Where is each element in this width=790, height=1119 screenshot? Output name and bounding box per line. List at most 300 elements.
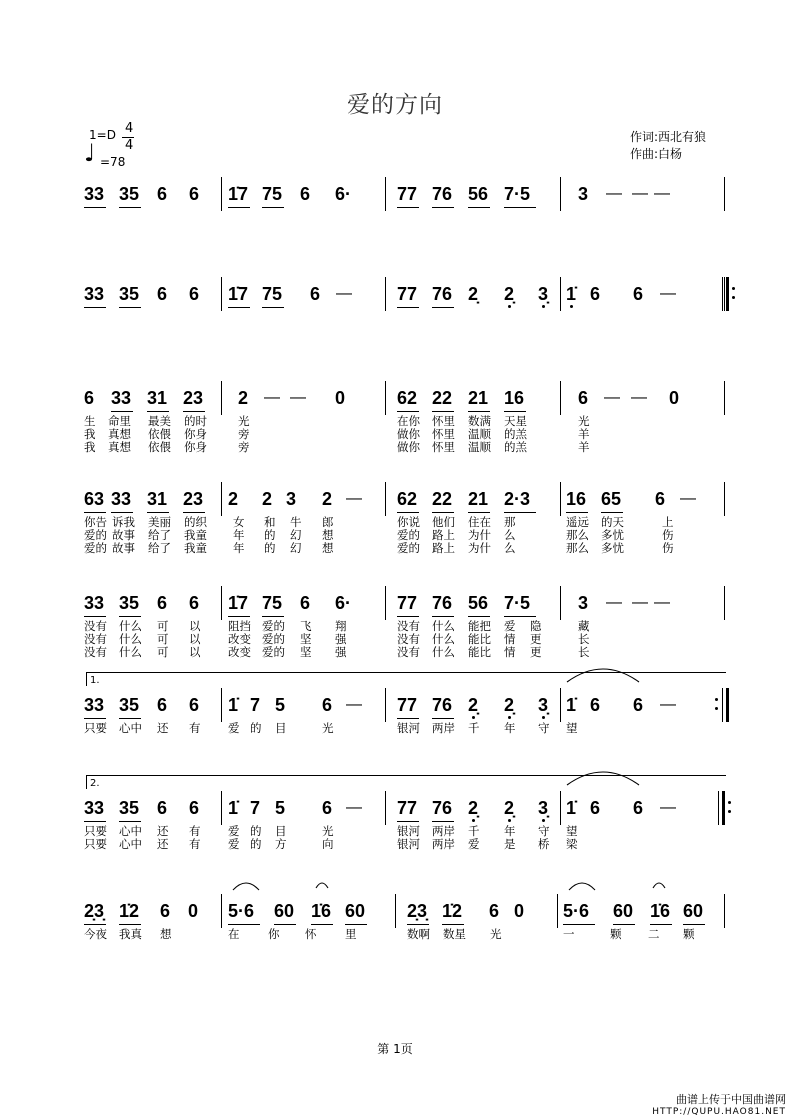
- beam-underline: [119, 924, 141, 925]
- lyric-syllable: 光: [322, 824, 334, 838]
- lyric-syllable: 为什: [468, 528, 491, 542]
- note: 6: [157, 798, 168, 818]
- note: 33: [84, 798, 105, 818]
- bar-line: [221, 381, 222, 415]
- lyric-syllable: 女: [233, 515, 245, 529]
- beam-underline: [407, 924, 429, 925]
- beam-underline: [432, 821, 454, 822]
- note: 33: [111, 388, 132, 408]
- lyric-syllable: 想: [322, 528, 334, 542]
- beam-underline: [432, 207, 454, 208]
- repeat-dot: [728, 810, 731, 813]
- lyric-syllable: 没有: [84, 645, 107, 659]
- note: 7·5: [504, 593, 531, 613]
- lower-octave-dot: [542, 716, 545, 719]
- note: 2̣: [468, 798, 479, 818]
- note: 6: [578, 388, 589, 408]
- lyric-syllable: 桥: [538, 837, 550, 851]
- note: 23: [183, 489, 204, 509]
- note: 76: [432, 184, 453, 204]
- bar-line: [385, 688, 386, 722]
- note: 6: [322, 798, 333, 818]
- beam-underline: [119, 718, 141, 719]
- note: 31: [147, 388, 168, 408]
- time-signature-top: 4: [125, 121, 134, 136]
- note: 16: [566, 489, 587, 509]
- lyric-syllable: 一: [563, 927, 575, 941]
- note: 33: [84, 695, 105, 715]
- lyric-syllable: 天星: [504, 414, 527, 428]
- note: 3̣: [538, 284, 549, 304]
- note: 33: [111, 489, 132, 509]
- note: 22: [432, 489, 453, 509]
- note: 65: [601, 489, 622, 509]
- beam-underline: [397, 616, 419, 617]
- lyric-syllable: 可: [157, 645, 169, 659]
- lyric-syllable: 我童: [184, 541, 207, 555]
- lyric-syllable: 爱: [504, 619, 516, 633]
- lyric-syllable: 怀里: [432, 427, 455, 441]
- bar-line: [557, 894, 558, 928]
- beam-underline: [119, 616, 141, 617]
- repeat-bar-thin: [722, 688, 723, 722]
- lyric-syllable: 数星: [443, 927, 466, 941]
- lyric-syllable: 数啊: [407, 927, 430, 941]
- beam-underline: [397, 411, 419, 412]
- bar-line: [724, 482, 725, 516]
- note: 0: [669, 388, 680, 408]
- volta-line-start: [86, 672, 87, 686]
- lyric-syllable: 旁: [238, 427, 250, 441]
- lower-octave-dot: [508, 819, 511, 822]
- note: 1̇6: [650, 901, 671, 921]
- lyric-syllable: 路上: [432, 541, 455, 555]
- note: 2̣: [504, 695, 515, 715]
- lyric-syllable: 你告: [84, 515, 107, 529]
- beam-underline: [397, 821, 419, 822]
- lyric-syllable: 你说: [397, 515, 420, 529]
- bar-line: [724, 381, 725, 415]
- note: 3: [286, 489, 297, 509]
- lyric-syllable: 守: [538, 721, 550, 735]
- lyric-syllable: 幻: [290, 528, 302, 542]
- beam-underline: [84, 718, 106, 719]
- note: 6: [160, 901, 171, 921]
- lyric-syllable: 数满: [468, 414, 491, 428]
- lyric-syllable: 光: [578, 414, 590, 428]
- lyric-syllable: 还: [157, 721, 169, 735]
- lyric-syllable: 温顺: [468, 427, 491, 441]
- lyric-syllable: 以: [189, 632, 201, 646]
- lyric-syllable: 没有: [397, 619, 420, 633]
- note: 1̇: [228, 798, 239, 818]
- bar-line: [560, 791, 561, 825]
- lyric-syllable: 羊: [578, 427, 590, 441]
- lyric-syllable: 你身: [184, 427, 207, 441]
- beam-underline: [397, 512, 419, 513]
- lyric-syllable: 两岸: [432, 824, 455, 838]
- lyric-syllable: 改变: [228, 632, 251, 646]
- lyric-syllable: 里: [345, 927, 357, 941]
- lyric-syllable: 上: [662, 515, 674, 529]
- lyric-syllable: 多忧: [601, 528, 624, 542]
- note: 6: [157, 184, 168, 204]
- note: 60: [274, 901, 295, 921]
- note: 6: [655, 489, 666, 509]
- bar-line: [724, 277, 725, 311]
- lyric-syllable: 目: [275, 721, 287, 735]
- lyric-syllable: 可: [157, 619, 169, 633]
- lyric-syllable: 怀: [305, 927, 317, 941]
- note: 2: [322, 489, 333, 509]
- lyric-syllable: 爱的: [262, 619, 285, 633]
- note: 6: [489, 901, 500, 921]
- lyric-syllable: 的: [250, 837, 262, 851]
- note: 5: [275, 798, 286, 818]
- beam-underline: [228, 616, 250, 617]
- beam-underline: [183, 411, 205, 412]
- note: 1̇7: [228, 284, 249, 304]
- bar-line: [560, 177, 561, 211]
- dash-note: —: [264, 389, 280, 406]
- note: 63: [84, 489, 105, 509]
- repeat-bar-thick: [726, 277, 729, 311]
- note: 35: [119, 798, 140, 818]
- beam-underline: [683, 924, 705, 925]
- beam-underline: [397, 207, 419, 208]
- lyric-syllable: 诉我: [112, 515, 135, 529]
- lyric-syllable: 爱的: [84, 528, 107, 542]
- note: 33: [84, 184, 105, 204]
- lyric-syllable: 只要: [84, 837, 107, 851]
- lyric-syllable: 真想: [108, 440, 131, 454]
- lyric-syllable: 为什: [468, 541, 491, 555]
- lyric-syllable: 给了: [148, 528, 171, 542]
- lyric-syllable: 的: [264, 541, 276, 555]
- lyric-syllable: 多忧: [601, 541, 624, 555]
- note: 6: [300, 593, 311, 613]
- beam-underline: [262, 207, 284, 208]
- beam-underline: [601, 512, 623, 513]
- beam-underline: [504, 616, 536, 617]
- watermark-text: 曲谱上传于中国曲谱网: [676, 1093, 786, 1106]
- lyric-syllable: 爱的: [397, 541, 420, 555]
- slur-arc: [232, 882, 260, 892]
- note: 56: [468, 593, 489, 613]
- beam-underline: [111, 512, 133, 513]
- note: 2: [238, 388, 249, 408]
- lyric-syllable: 藏: [578, 619, 590, 633]
- note: 75: [262, 593, 283, 613]
- beam-underline: [262, 616, 284, 617]
- note: 76: [432, 593, 453, 613]
- lyric-syllable: 还: [157, 824, 169, 838]
- lyric-syllable: 我: [84, 427, 96, 441]
- repeat-bar-thick: [722, 791, 725, 825]
- bar-line: [560, 586, 561, 620]
- lyric-syllable: 还: [157, 837, 169, 851]
- beam-underline: [504, 512, 536, 513]
- note: 6: [189, 798, 200, 818]
- note: 76: [432, 284, 453, 304]
- bar-line: [221, 586, 222, 620]
- lyric-syllable: 你: [268, 927, 280, 941]
- lyric-syllable: 路上: [432, 528, 455, 542]
- note: 76: [432, 798, 453, 818]
- note: 6: [189, 593, 200, 613]
- note: 3: [578, 184, 589, 204]
- note: 2̣: [504, 798, 515, 818]
- lyric-syllable: 心中: [119, 824, 142, 838]
- lyric-syllable: 伤: [662, 541, 674, 555]
- lyric-syllable: 那么: [566, 541, 589, 555]
- lower-octave-dot: [508, 716, 511, 719]
- beam-underline: [262, 307, 284, 308]
- bar-line: [724, 586, 725, 620]
- beam-underline: [228, 207, 250, 208]
- dash-note: —: [654, 594, 670, 611]
- note: 7: [250, 798, 261, 818]
- beam-underline: [84, 821, 106, 822]
- lyric-syllable: 银河: [397, 837, 420, 851]
- lyric-syllable: 什么: [432, 645, 455, 659]
- lyric-syllable: 么: [504, 541, 516, 555]
- slur-arc: [566, 668, 640, 684]
- beam-underline: [468, 207, 490, 208]
- lyric-syllable: 坚: [300, 645, 312, 659]
- lyric-syllable: 你身: [184, 440, 207, 454]
- lyric-syllable: 他们: [432, 515, 455, 529]
- dash-note: —: [606, 185, 622, 202]
- time-signature-bottom: 4: [125, 138, 134, 153]
- quarter-note-icon: ♩: [84, 139, 96, 167]
- note: 6: [84, 388, 95, 408]
- dash-note: —: [604, 389, 620, 406]
- dash-note: —: [631, 389, 647, 406]
- note: 31: [147, 489, 168, 509]
- beam-underline: [432, 512, 454, 513]
- lower-octave-dot: [508, 305, 511, 308]
- note: 2̣: [468, 284, 479, 304]
- lyric-syllable: 年: [233, 528, 245, 542]
- lyric-syllable: 能比: [468, 645, 491, 659]
- lyric-syllable: 强: [335, 632, 347, 646]
- bar-line: [395, 894, 396, 928]
- note: 2·3: [504, 489, 531, 509]
- tempo-marking: =78: [100, 155, 126, 169]
- dash-note: —: [660, 696, 676, 713]
- lyric-syllable: 心中: [119, 721, 142, 735]
- lyric-syllable: 命里: [108, 414, 131, 428]
- key-signature: 1=D: [89, 128, 116, 142]
- slur-arc: [568, 882, 596, 892]
- beam-underline: [442, 924, 464, 925]
- lower-octave-dot: [542, 819, 545, 822]
- page-number: 第 1页: [377, 1042, 413, 1056]
- beam-underline: [311, 924, 333, 925]
- lyric-syllable: 幻: [290, 541, 302, 555]
- bar-line: [385, 277, 386, 311]
- note: 35: [119, 184, 140, 204]
- note: 6: [300, 184, 311, 204]
- note: 22: [432, 388, 453, 408]
- note: 1̇: [566, 284, 577, 304]
- note: 33: [84, 593, 105, 613]
- lyric-syllable: 年: [233, 541, 245, 555]
- lyric-syllable: 羊: [578, 440, 590, 454]
- note: 5: [275, 695, 286, 715]
- note: 35: [119, 695, 140, 715]
- dash-note: —: [346, 799, 362, 816]
- lyric-syllable: 情: [504, 632, 516, 646]
- beam-underline: [84, 307, 106, 308]
- note: 6: [189, 184, 200, 204]
- note: 62: [397, 388, 418, 408]
- lyric-syllable: 颗: [683, 927, 695, 941]
- note: 6: [633, 284, 644, 304]
- note: 60: [613, 901, 634, 921]
- lyric-syllable: 光: [322, 721, 334, 735]
- lyric-syllable: 爱的: [262, 645, 285, 659]
- bar-line: [221, 482, 222, 516]
- note: 3̣: [538, 695, 549, 715]
- repeat-bar-thick: [726, 688, 729, 722]
- beam-underline: [566, 512, 588, 513]
- lyric-syllable: 望: [566, 824, 578, 838]
- note: 56: [468, 184, 489, 204]
- volta-line-start: [86, 775, 87, 789]
- lyric-syllable: 更: [530, 645, 542, 659]
- note: 23: [183, 388, 204, 408]
- lyric-syllable: 爱的: [262, 632, 285, 646]
- lyric-syllable: 在你: [397, 414, 420, 428]
- beam-underline: [468, 616, 490, 617]
- note: 33: [84, 284, 105, 304]
- note: 1̇2: [442, 901, 463, 921]
- lyric-syllable: 给了: [148, 541, 171, 555]
- bar-line: [385, 381, 386, 415]
- note: 6: [157, 593, 168, 613]
- lyric-syllable: 有: [189, 824, 201, 838]
- lyric-syllable: 住在: [468, 515, 491, 529]
- lyric-syllable: 温顺: [468, 440, 491, 454]
- note: 6·: [335, 593, 352, 613]
- beam-underline: [504, 411, 526, 412]
- note: 75: [262, 184, 283, 204]
- dash-note: —: [680, 490, 696, 507]
- lyric-syllable: 想: [160, 927, 172, 941]
- note: 6: [590, 798, 601, 818]
- lyric-syllable: 改变: [228, 645, 251, 659]
- lyric-syllable: 隐: [530, 619, 542, 633]
- repeat-dot: [715, 698, 718, 701]
- lyric-syllable: 翔: [335, 619, 347, 633]
- lyric-syllable: 强: [335, 645, 347, 659]
- bar-line: [221, 688, 222, 722]
- lyric-syllable: 方: [275, 837, 287, 851]
- lyric-syllable: 只要: [84, 721, 107, 735]
- lyric-syllable: 遥远: [566, 515, 589, 529]
- note: 77: [397, 184, 418, 204]
- lyricist-credit: 作词:西北有狼: [630, 130, 707, 144]
- lower-octave-dot: [472, 819, 475, 822]
- lyric-syllable: 光: [238, 414, 250, 428]
- dash-note: —: [660, 285, 676, 302]
- note: 76: [432, 695, 453, 715]
- note: 1̇7: [228, 593, 249, 613]
- lyric-syllable: 阻挡: [228, 619, 251, 633]
- beam-underline: [397, 718, 419, 719]
- lyric-syllable: 爱: [228, 721, 240, 735]
- lyric-syllable: 我童: [184, 528, 207, 542]
- note: 60: [683, 901, 704, 921]
- lyric-syllable: 那: [504, 515, 516, 529]
- lyric-syllable: 银河: [397, 824, 420, 838]
- beam-underline: [84, 207, 106, 208]
- beam-underline: [147, 411, 169, 412]
- note: 21: [468, 489, 489, 509]
- dash-note: —: [654, 185, 670, 202]
- beam-underline: [504, 207, 536, 208]
- lyric-syllable: 的: [250, 824, 262, 838]
- lyric-syllable: 的: [264, 528, 276, 542]
- lyric-syllable: 有: [189, 837, 201, 851]
- beam-underline: [183, 512, 205, 513]
- lyric-syllable: 郎: [322, 515, 334, 529]
- watermark-url: HTTP://QUPU.HAO81.NET: [652, 1107, 786, 1117]
- lyric-syllable: 美丽: [148, 515, 171, 529]
- song-title: 爱的方向: [347, 92, 443, 118]
- lyric-syllable: 目: [275, 824, 287, 838]
- lyric-syllable: 能把: [468, 619, 491, 633]
- beam-underline: [228, 307, 250, 308]
- note: 2̣3̣: [84, 901, 105, 921]
- bar-line: [385, 791, 386, 825]
- lyric-syllable: 的: [250, 721, 262, 735]
- note: 5·6: [563, 901, 590, 921]
- note: 6: [157, 284, 168, 304]
- lyric-syllable: 什么: [119, 619, 142, 633]
- dash-note: —: [346, 490, 362, 507]
- lyric-syllable: 以: [189, 619, 201, 633]
- bar-line: [221, 894, 222, 928]
- bar-line: [560, 482, 561, 516]
- lower-octave-dot: [472, 716, 475, 719]
- lyric-syllable: 什么: [432, 632, 455, 646]
- lyric-syllable: 的时: [184, 414, 207, 428]
- beam-underline: [432, 616, 454, 617]
- lyric-syllable: 怀里: [432, 440, 455, 454]
- lyric-syllable: 没有: [397, 645, 420, 659]
- beam-underline: [432, 307, 454, 308]
- lyric-syllable: 只要: [84, 824, 107, 838]
- lyric-syllable: 以: [189, 645, 201, 659]
- lyric-syllable: 更: [530, 632, 542, 646]
- note: 0: [188, 901, 199, 921]
- lyric-syllable: 守: [538, 824, 550, 838]
- lyric-syllable: 没有: [397, 632, 420, 646]
- note: 1̇2: [119, 901, 140, 921]
- note: 1̇: [566, 695, 577, 715]
- note: 6·: [335, 184, 352, 204]
- lyric-syllable: 想: [322, 541, 334, 555]
- note: 21: [468, 388, 489, 408]
- bar-line: [724, 894, 725, 928]
- lyric-syllable: 牛: [290, 515, 302, 529]
- note: 1̇: [566, 798, 577, 818]
- composer-credit: 作曲:白杨: [630, 147, 683, 161]
- dash-note: —: [632, 594, 648, 611]
